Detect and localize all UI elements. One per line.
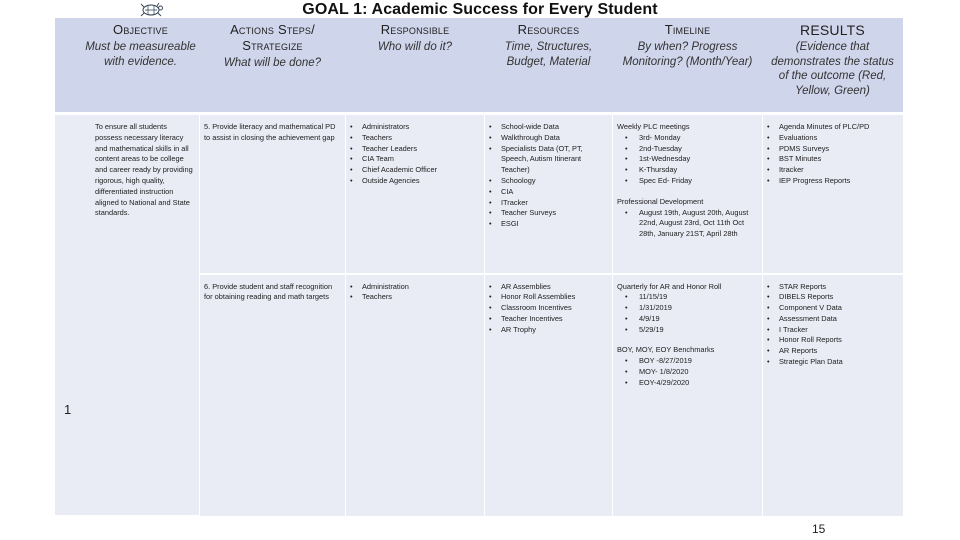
list-item: • Evaluations xyxy=(767,133,899,144)
list-item: • Strategic Plan Data xyxy=(767,357,899,368)
responsible-list xyxy=(350,122,480,187)
list-item: • IEP Progress Reports xyxy=(767,176,899,187)
list-item: • Agenda Minutes of PLC/PD xyxy=(767,122,899,133)
responsible-cell xyxy=(346,274,485,516)
list-item: • Teachers xyxy=(350,133,480,144)
timeline-list xyxy=(617,208,758,240)
list-item: • AR Assemblies xyxy=(489,282,608,293)
list-item: • Chief Academic Officer xyxy=(350,165,480,176)
list-item: • August 19th, August 20th, August 22nd, August 23rd, Oct 11th Oct 28th, January 21ST, April 28th xyxy=(617,208,758,240)
list-item: • AR Trophy xyxy=(489,325,608,336)
responsible-list xyxy=(350,282,480,304)
list-item: • AR Reports xyxy=(767,346,899,357)
results-list xyxy=(767,282,899,368)
list-item: • Teachers xyxy=(350,292,480,303)
list-item: • Honor Roll Reports xyxy=(767,335,899,346)
list-item: • Schoology xyxy=(489,176,608,187)
list-item: • Spec Ed- Friday xyxy=(617,176,758,187)
list-item: • DIBELS Reports xyxy=(767,292,899,303)
timeline-block xyxy=(617,345,758,388)
list-item: • ESGI xyxy=(489,219,608,230)
results-cell xyxy=(763,274,903,516)
col-objective-subtitle: Must be measureable with evidence. xyxy=(85,41,196,68)
timeline-cell xyxy=(613,274,763,516)
col-actions-subtitle: What will be done? xyxy=(223,57,322,69)
list-item: • 4/9/19 xyxy=(617,314,758,325)
timeline-heading: Professional Development xyxy=(617,196,704,206)
list-item: • K-Thursday xyxy=(617,165,758,176)
list-item: • Administration xyxy=(350,282,480,293)
timeline-block xyxy=(617,122,758,187)
col-results-subtitle: (Evidence that demonstrates the status of the outcome (Red, Yellow, Green) xyxy=(771,41,894,97)
list-item: • CIA Team xyxy=(350,154,480,165)
list-item: • Itracker xyxy=(767,165,899,176)
col-actions xyxy=(200,18,346,114)
list-item: • MOY- 1/8/2020 xyxy=(617,367,758,378)
list-item: • Assessment Data xyxy=(767,314,899,325)
list-item: • School-wide Data xyxy=(489,122,608,133)
resources-cell xyxy=(485,274,613,516)
list-item: • Teacher Surveys xyxy=(489,208,608,219)
col-actions-title: Actions Steps/ Strategize xyxy=(230,22,315,53)
list-item: • 11/15/19 xyxy=(617,292,758,303)
col-timeline-title: Timeline xyxy=(664,22,711,37)
col-responsible xyxy=(346,18,485,114)
timeline-list xyxy=(617,292,758,335)
list-item: • Specialists Data (OT, PT, Speech, Autism Itinerant Teacher) xyxy=(489,144,608,176)
col-timeline-subtitle: By when? Progress Monitoring? (Month/Year) xyxy=(622,41,753,68)
timeline-heading: Weekly PLC meetings xyxy=(617,122,690,131)
row-number: 1 xyxy=(64,402,72,417)
action-cell xyxy=(200,114,346,274)
col-resources xyxy=(485,18,613,114)
timeline-list xyxy=(617,356,758,388)
page-number: 15 xyxy=(812,522,826,536)
list-item: • STAR Reports xyxy=(767,282,899,293)
list-item: • 1st-Wednesday xyxy=(617,154,758,165)
page-title xyxy=(0,1,960,19)
list-item: • Teacher Leaders xyxy=(350,144,480,155)
timeline-block xyxy=(617,282,758,336)
list-item: • Walkthrough Data xyxy=(489,133,608,144)
results-list xyxy=(767,122,899,187)
col-responsible-title: Responsible xyxy=(380,22,450,37)
timeline-block xyxy=(617,197,758,240)
list-item: • PDMS Surveys xyxy=(767,144,899,155)
list-item: • 1/31/2019 xyxy=(617,303,758,314)
objective-cell xyxy=(55,114,200,516)
col-timeline xyxy=(613,18,763,114)
list-item: • 2nd-Tuesday xyxy=(617,144,758,155)
col-resources-subtitle: Time, Structures, Budget, Material xyxy=(504,41,593,68)
col-objective-title: Objective xyxy=(113,22,168,37)
timeline-heading: BOY, MOY, EOY Benchmarks xyxy=(617,345,715,355)
resources-list xyxy=(489,122,608,230)
list-item: • Teacher Incentives xyxy=(489,314,608,325)
list-item: • CIA xyxy=(489,187,608,198)
action-cell xyxy=(200,274,346,516)
list-item: • Classroom Incentives xyxy=(489,303,608,314)
objective-text: To ensure all students possess necessary literacy and mathematical skills in all content areas to be college and career ready by providing rigorous, high quality, differentiated instruction aligned to National and State standards. xyxy=(95,122,193,218)
responsible-cell xyxy=(346,114,485,274)
header-row xyxy=(55,18,903,114)
timeline-heading: Quarterly for AR and Honor Roll xyxy=(617,281,722,291)
col-resources-title: Resources xyxy=(517,22,580,37)
timeline-cell xyxy=(613,114,763,274)
resources-cell xyxy=(485,114,613,274)
list-item: • Honor Roll Assemblies xyxy=(489,292,608,303)
table-row xyxy=(55,114,903,274)
list-item: • BST Minutes xyxy=(767,154,899,165)
action-text: 6. Provide student and staff recognition for obtaining reading and math targets xyxy=(204,281,333,302)
list-item: • Component V Data xyxy=(767,303,899,314)
list-item: • Administrators xyxy=(350,122,480,133)
list-item: • ITracker xyxy=(489,198,608,209)
col-responsible-subtitle: Who will do it? xyxy=(377,41,453,53)
list-item: • 5/29/19 xyxy=(617,325,758,336)
list-item: • I Tracker xyxy=(767,325,899,336)
action-text: 5. Provide literacy and mathematical PD to assist in closing the achievement gap xyxy=(204,122,336,142)
col-results-title: RESULTS xyxy=(800,22,865,38)
timeline-list xyxy=(617,133,758,187)
page-title-text: GOAL 1: Academic Success for Every Student xyxy=(302,1,658,18)
col-results xyxy=(763,18,903,114)
goal-table xyxy=(54,18,903,517)
list-item: • 3rd- Monday xyxy=(617,133,758,144)
list-item: • Outside Agencies xyxy=(350,176,480,187)
resources-list xyxy=(489,282,608,336)
list-item: • BOY -8/27/2019 xyxy=(617,356,758,367)
list-item: • EOY-4/29/2020 xyxy=(617,378,758,389)
col-objective xyxy=(55,18,200,114)
results-cell xyxy=(763,114,903,274)
